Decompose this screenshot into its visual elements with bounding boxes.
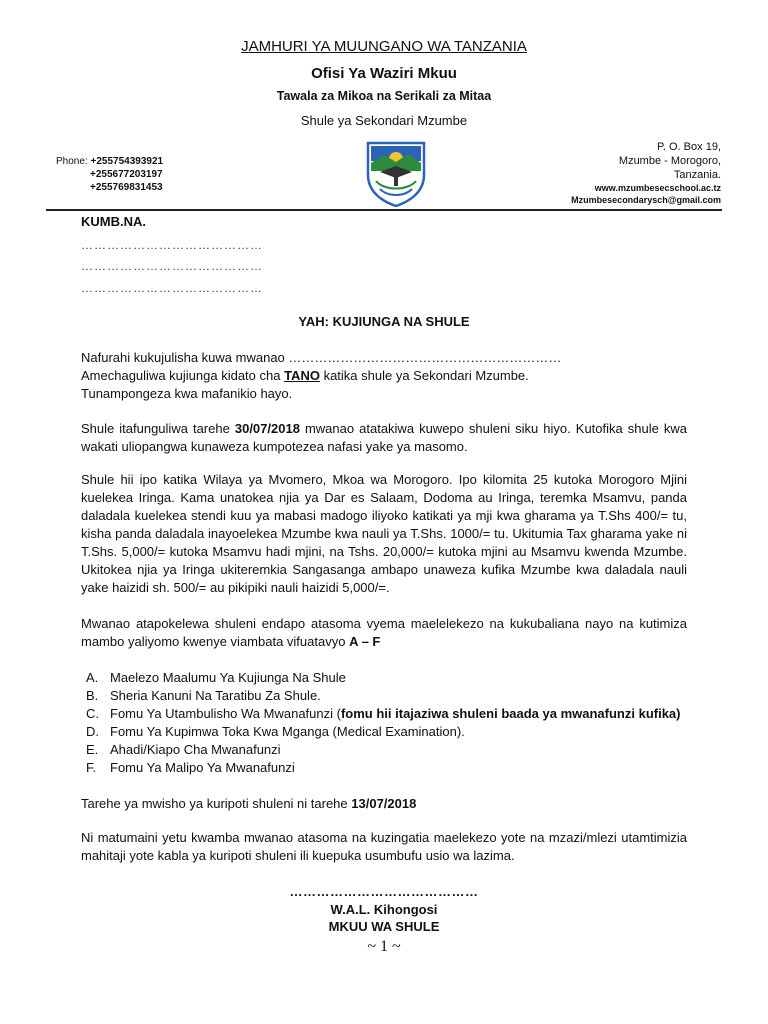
paragraph-text: Tarehe ya mwisho ya kuripoti shuleni ni tarehe <box>81 796 352 811</box>
page-number: ~ 1 ~ <box>367 938 401 955</box>
paragraph-text: Shule itafunguliwa tarehe <box>81 421 235 436</box>
reference-blank: …………………………………… <box>81 281 263 295</box>
intro-line <box>81 367 687 385</box>
reference-blank: …………………………………… <box>81 238 263 252</box>
reference-label: KUMB.NA. <box>81 214 146 229</box>
intro-paragraph <box>81 349 687 403</box>
list-letter: C. <box>86 706 99 721</box>
paragraph-text: Mwanao atapokelewa shuleni endapo atasoma vyema maelelekezo na kukubaliana nayo na kutimiza mambo yaliyomo kwenye viambata vifuatavyo <box>81 616 687 649</box>
country-title: JAMHURI YA MUUNGANO WA TANZANIA <box>241 38 527 55</box>
phone-number: +255677203197 <box>90 169 163 180</box>
list-note: fomu hii itajaziwa shuleni baada ya mwanafunzi kufika) <box>340 706 681 721</box>
intro-text: katika shule ya Sekondari Mzumbe. <box>319 368 529 383</box>
attachment-range: A – F <box>349 634 381 649</box>
form-level: TANO <box>284 368 320 383</box>
office-title: Ofisi Ya Waziri Mkuu <box>311 65 457 82</box>
list-item <box>86 741 726 759</box>
deadline-paragraph <box>81 795 687 813</box>
intro-line: Nafurahi kukujulisha kuwa mwanao ……………………………………………………… <box>81 350 562 365</box>
signatory-name: W.A.L. Kihongosi <box>330 902 438 917</box>
list-letter: A. <box>86 670 99 685</box>
signature-line: …………………………………… <box>289 884 479 899</box>
list-text: Ahadi/Kiapo Cha Mwanafunzi <box>110 742 281 757</box>
list-letter: B. <box>86 688 99 703</box>
opening-date-paragraph <box>81 420 687 456</box>
opening-date: 30/07/2018 <box>234 421 300 436</box>
list-text: Sheria Kanuni Na Taratibu Za Shule. <box>110 688 321 703</box>
department-title: Tawala za Mikoa na Serikali za Mitaa <box>276 89 492 103</box>
intro-text: Amechaguliwa kujiunga kidato cha <box>81 368 285 383</box>
list-text: Fomu Ya Malipo Ya Mwanafunzi <box>110 760 295 775</box>
reference-blank: …………………………………… <box>81 259 263 273</box>
list-text: Fomu Ya Kupimwa Toka Kwa Mganga (Medical Examination). <box>110 724 465 739</box>
postal-address <box>461 140 721 206</box>
address-line: Mzumbe - Morogoro, <box>618 155 721 167</box>
phone-contacts <box>56 155 163 194</box>
list-letter: F. <box>86 760 97 775</box>
list-text: Maelezo Maalumu Ya Kujiunga Na Shule <box>110 670 346 685</box>
list-item <box>86 669 726 687</box>
attachments-list <box>86 669 726 777</box>
address-line: Tanzania. <box>673 169 721 181</box>
phone-number: +255769831453 <box>90 182 163 193</box>
list-item <box>86 723 726 741</box>
closing-paragraph: Ni matumaini yetu kwamba mwanao atasoma na kuzingatia maelekezo yote na mzazi/mlezi utamtimizia mahitaji yote kabla ya kuripoti shuleni ili kuepuka usumbufu usio wa lazima. <box>81 830 687 863</box>
paragraph-text: mwanao atatakiwa kuwepo shuleni siku hiyo. Kutofika shule kwa wakati uliopangwa kunaweza kumpotezea nafasi yake ya masomo. <box>81 421 687 454</box>
deadline-date: 13/07/2018 <box>351 796 417 811</box>
list-item <box>86 705 726 723</box>
list-letter: E. <box>86 742 99 757</box>
address-line: P. O. Box 19, <box>656 141 721 153</box>
directions-paragraph: Shule hii ipo katika Wilaya ya Mvomero, Mkoa wa Morogoro. Ipo kilomita 25 kutoka Morogoro Mjini kuelekea Iringa. Kama unatokea njia ya Dar es Salaam, Dodoma au Iringa, teremka Msamvu, panda daladala kuelekea stendi kuu ya mabasi madogo iliyoko katikati ya mji kwa gharama ya T.Shs 400/= tu, kisha panda daladala inayoelekea Mzumbe kwa nauli ya T.Shs. 1000/= tu. Ukitumia Tax gharama yake ni T.Shs. 5,000/= kutoka Msamvu hadi mjini, na Tshs. 20,000/= kutoka mjini au Msamvu kwenda Mzumbe. Ukitokea njia ya Iringa ukiteremkia Sangasanga ambapo unaweza kufika Mzumbe kwa daladala nauli yake haizidi sh. 500/= au pikipiki nauli haizidi 5,000/=. <box>81 472 687 595</box>
phone-number: +255754393921 <box>90 156 164 167</box>
school-name: Shule ya Sekondari Mzumbe <box>300 113 468 128</box>
school-crest-logo <box>364 139 428 207</box>
list-item <box>86 759 726 777</box>
requirements-paragraph <box>81 615 687 651</box>
subject-heading: YAH: KUJIUNGA NA SHULE <box>298 314 470 329</box>
intro-line: Tunampongeza kwa mafanikio hayo. <box>81 386 293 401</box>
signatory-title: MKUU WA SHULE <box>328 919 440 934</box>
list-item <box>86 687 726 705</box>
list-letter: D. <box>86 724 99 739</box>
website-link[interactable]: www.mzumbesecschool.ac.tz <box>594 183 721 193</box>
email-link[interactable]: Mzumbesecondarysch@gmail.com <box>571 195 721 205</box>
list-text: Fomu Ya Utambulisho Wa Mwanafunzi ( <box>110 706 341 721</box>
phone-label: Phone: <box>56 156 91 167</box>
header-divider <box>46 209 722 211</box>
